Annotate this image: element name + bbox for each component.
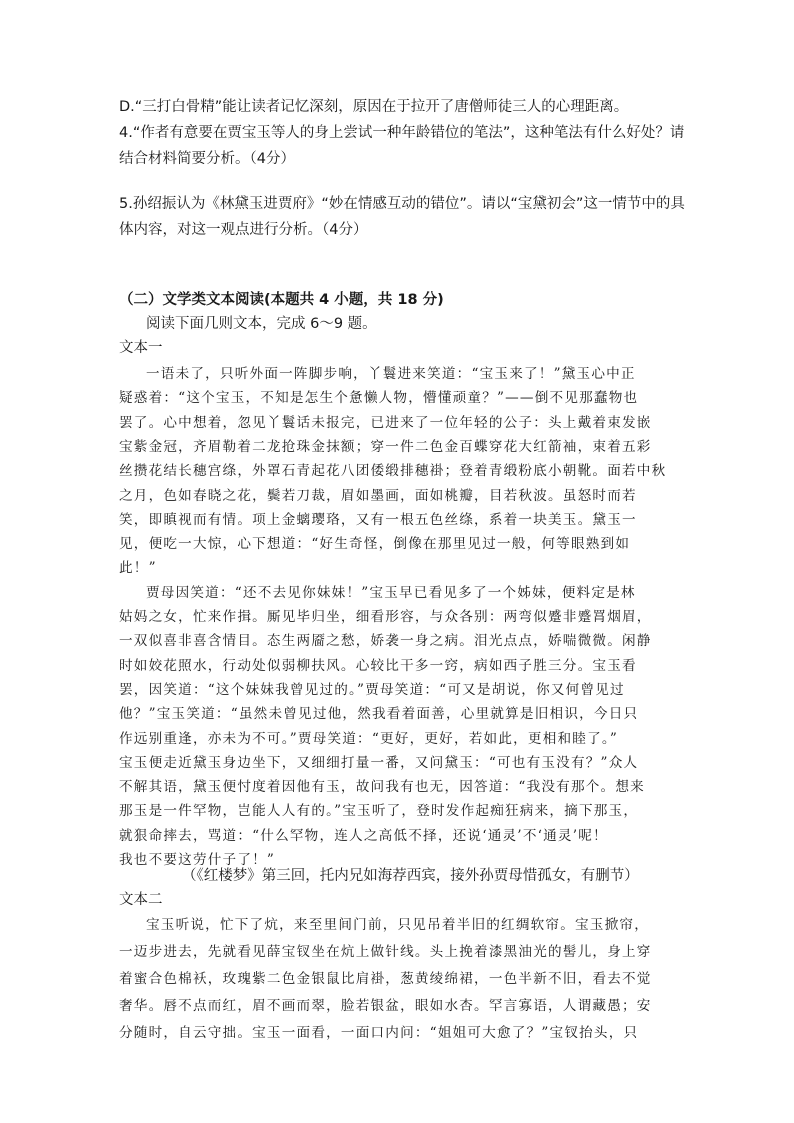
text1-line: 罢了。心中想着，忽见丫鬟话未报完，已进来了一位年轻的公子：头上戴着束发嵌 [119, 414, 652, 431]
text2-line: 分随时，自云守拙。宝玉一面看，一面口内问：“姐姐可大愈了？”宝钗抬头，只 [119, 1025, 639, 1041]
text1-line: 宝玉便走近黛玉身边坐下，又细细打量一番，又问黛玉：“可也有玉没有？”众人 [119, 754, 639, 771]
text1-line: 贾母因笑道：“还不去见你妹妹！”宝玉早已看见多了一个姊妹，便料定是林 [146, 584, 636, 601]
section-instruction: 阅读下面几则文本，完成 6～9 题。 [146, 316, 377, 332]
text1-line: 笑，即瞋视而有情。项上金螭璎珞，又有一根五色丝绦，系着一块美玉。黛玉一 [119, 511, 637, 528]
text1-line: 一语未了，只听外面一阵脚步响，丫鬟进来笑道：“宝玉来了！”黛玉心中正 [146, 366, 636, 382]
text1-line: 此！” [119, 560, 157, 577]
text1-line: 就狠命摔去，骂道：“什么罕物，连人之高低不择，还说‘通灵’不‘通灵’呢！ [119, 827, 608, 844]
text1-line: 见，便吃一大惊，心下想道：“好生奇怪，倒像在那里见过一般，何等眼熟到如 [119, 536, 631, 553]
text1-line: 他？”宝玉笑道：“虽然未曾见过他，然我看着面善，心里就算是旧相识，今日只 [119, 706, 639, 723]
text1-line: 疑惑着：“这个宝玉，不知是怎生个惫懒人物，懵懂顽童？”——倒不见那蠢物也 [119, 390, 639, 407]
question-4-line-2: 结合材料简要分析。（4分） [119, 151, 295, 167]
text2-label: 文本二 [119, 892, 163, 908]
section-heading: （二）文学类文本阅读(本题共 4 小题，共 18 分) [119, 292, 444, 308]
text2-line: 着蜜合色棉袄，玫瑰紫二色金银鼠比肩褂，葱黄绫绵裙，一色半新不旧，看去不觉 [119, 971, 652, 987]
text1-line: 我也不要这劳什子了！” [119, 852, 276, 868]
text1-line: 作远别重逢，亦未为不可。”贾母笑道：“更好，更好，若如此，更相和睦了。” [119, 730, 619, 747]
text1-line: 不解其语，黛玉便忖度着因他有玉，故问我有也无，因答道：“我没有那个。想来 [119, 779, 645, 796]
text2-line: 宝玉听说，忙下了炕，来至里间门前，只见吊着半旧的红绸软帘。宝玉掀帘， [146, 917, 649, 933]
text1-line: 宝紫金冠，齐眉勒着二龙抢珠金抹额；穿一件二色金百蝶穿花大红箭袖，束着五彩 [119, 438, 652, 455]
text2-line: 奢华。唇不点而红，眉不画而翠，脸若银盆，眼如水杏。罕言寡语，人谓藏愚；安 [119, 998, 652, 1014]
text1-source: （《红楼梦》第三回，托内兄如海荐西宾，接外孙贾母惜孤女，有删节） [182, 868, 639, 884]
text1-line: 丝攒花结长穗宫绦，外罩石青起花八团倭缎排穗褂；登着青缎粉底小朝靴。面若中秋 [119, 463, 667, 480]
text1-line: 罢，因笑道：“这个妹妹我曾见过的。”贾母笑道：“可又是胡说，你又何曾见过 [119, 681, 625, 698]
text1-label: 文本一 [119, 340, 163, 356]
text1-line: 一双似喜非喜含情目。态生两靥之愁，娇袭一身之病。泪光点点，娇喘微微。闲静 [119, 633, 652, 650]
text1-line: 之月，色如春晓之花，鬓若刀裁，眉如墨画，面如桃瓣，目若秋波。虽怒时而若 [119, 487, 637, 504]
question-5-line-2: 体内容，对这一观点进行分析。（4分） [119, 222, 368, 238]
text1-line: 时如姣花照水，行动处似弱柳扶风。心较比干多一窍，病如西子胜三分。宝玉看 [119, 657, 637, 674]
text1-line: 姑妈之女，忙来作揖。厮见毕归坐，细看形容，与众各别：两弯似蹙非蹙罥烟眉， [119, 609, 652, 625]
text1-line: 那玉是一件罕物，岂能人人有的。”宝玉听了，登时发作起痴狂病来，摘下那玉， [119, 803, 639, 820]
question-4-line-1: 4.“作者有意要在贾宝玉等人的身上尝试一种年龄错位的笔法”，这种笔法有什么好处？请 [119, 125, 685, 141]
text2-line: 一迈步进去，先就看见薛宝钗坐在炕上做针线。头上挽着漆黑油光的髻儿，身上穿 [119, 944, 652, 960]
question-3-option-d: D.“三打白骨精”能让读者记忆深刻，原因在于拉开了唐僧师徒三人的心理距离。 [119, 99, 629, 115]
question-5-line-1: 5.孙绍振认为《林黛玉进贾府》“妙在情感互动的错位”。请以“宝黛初会”这一情节中的具 [119, 196, 685, 212]
